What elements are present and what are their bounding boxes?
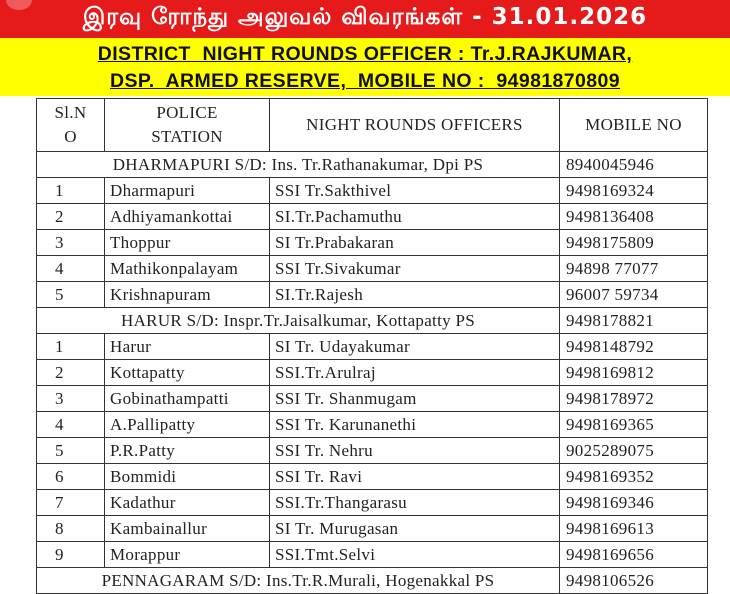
row-station: Kadathur	[105, 490, 270, 516]
table-row	[37, 256, 708, 282]
table-row	[37, 230, 708, 256]
row-slno: 3	[37, 230, 105, 256]
header-slno	[37, 99, 105, 152]
header-officers: NIGHT ROUNDS OFFICERS	[270, 99, 560, 152]
row-slno: 6	[37, 464, 105, 490]
row-station: A.Pallipatty	[105, 412, 270, 438]
row-officer: SSI Tr. Shanmugam	[270, 386, 560, 412]
row-officer: SI.Tr.Pachamuthu	[270, 204, 560, 230]
row-slno: 7	[37, 490, 105, 516]
row-slno: 8	[37, 516, 105, 542]
row-mobile: 94898 77077	[560, 256, 708, 282]
subdivision-row	[37, 152, 708, 178]
row-slno: 2	[37, 360, 105, 386]
row-officer: SSI.Tr.Thangarasu	[270, 490, 560, 516]
row-slno: 2	[37, 204, 105, 230]
page-title: இரவு ரோந்து அலுவல் விவரங்கள் - 31.01.2026	[82, 4, 648, 30]
table-row	[37, 204, 708, 230]
row-station: Krishnapuram	[105, 282, 270, 308]
row-mobile: 9498169613	[560, 516, 708, 542]
row-slno: 9	[37, 542, 105, 568]
row-mobile: 9498169346	[560, 490, 708, 516]
table-header-row	[37, 99, 708, 152]
row-mobile: 9498169656	[560, 542, 708, 568]
row-slno: 3	[37, 386, 105, 412]
row-station: Morappur	[105, 542, 270, 568]
header-slno-line2: O	[64, 127, 77, 146]
row-slno: 4	[37, 256, 105, 282]
row-mobile: 9498148792	[560, 334, 708, 360]
row-mobile: 9025289075	[560, 438, 708, 464]
district-officer-contact-line: DSP. ARMED RESERVE, MOBILE NO : 94981870809	[109, 70, 621, 92]
row-mobile: 9498178972	[560, 386, 708, 412]
row-station: Adhiyamankottai	[105, 204, 270, 230]
row-officer: SSI Tr. Karunanethi	[270, 412, 560, 438]
row-officer: SI Tr.Prabakaran	[270, 230, 560, 256]
title-banner	[0, 0, 730, 38]
table-row	[37, 334, 708, 360]
row-station: Bommidi	[105, 464, 270, 490]
table-row	[37, 490, 708, 516]
row-officer: SI Tr. Murugasan	[270, 516, 560, 542]
subdivision-mobile: 9498106526	[560, 568, 708, 594]
row-station: Gobinathampatti	[105, 386, 270, 412]
subdivision-label: DHARMAPURI S/D: Ins. Tr.Rathanakumar, Dpi PS	[37, 152, 560, 178]
row-slno: 5	[37, 438, 105, 464]
subdivision-mobile: 9498178821	[560, 308, 708, 334]
subdivision-label: PENNAGARAM S/D: Ins.Tr.R.Murali, Hogenakkal PS	[37, 568, 560, 594]
table-row	[37, 178, 708, 204]
table-row	[37, 516, 708, 542]
district-officer-line: DISTRICT NIGHT ROUNDS OFFICER : Tr.J.RAJKUMAR,	[97, 43, 633, 65]
district-officer-panel	[0, 38, 730, 96]
row-officer: SSI Tr.Sivakumar	[270, 256, 560, 282]
row-mobile: 9498169365	[560, 412, 708, 438]
row-mobile: 96007 59734	[560, 282, 708, 308]
row-station: Harur	[105, 334, 270, 360]
row-slno: 1	[37, 334, 105, 360]
row-officer: SSI Tr.Sakthivel	[270, 178, 560, 204]
table-row	[37, 386, 708, 412]
row-mobile: 9498175809	[560, 230, 708, 256]
table-row	[37, 360, 708, 386]
table-row	[37, 542, 708, 568]
row-mobile: 9498169352	[560, 464, 708, 490]
subdivision-row	[37, 308, 708, 334]
row-slno: 5	[37, 282, 105, 308]
subdivision-row	[37, 568, 708, 594]
table-row	[37, 464, 708, 490]
row-mobile: 9498169324	[560, 178, 708, 204]
row-station: Kambainallur	[105, 516, 270, 542]
table-row	[37, 412, 708, 438]
header-police-station	[105, 99, 270, 152]
row-slno: 4	[37, 412, 105, 438]
row-officer: SI Tr. Udayakumar	[270, 334, 560, 360]
subdivision-label: HARUR S/D: Inspr.Tr.Jaisalkumar, Kottapatty PS	[37, 308, 560, 334]
row-officer: SSI.Tr.Arulraj	[270, 360, 560, 386]
row-officer: SSI.Tmt.Selvi	[270, 542, 560, 568]
subdivision-mobile: 8940045946	[560, 152, 708, 178]
table-row	[37, 438, 708, 464]
row-mobile: 9498136408	[560, 204, 708, 230]
night-rounds-table	[36, 98, 708, 594]
row-station: Mathikonpalayam	[105, 256, 270, 282]
row-station: Thoppur	[105, 230, 270, 256]
row-station: Dharmapuri	[105, 178, 270, 204]
row-officer: SSI Tr. Ravi	[270, 464, 560, 490]
row-station: Kottapatty	[105, 360, 270, 386]
header-mobile: MOBILE NO	[560, 99, 708, 152]
row-officer: SI.Tr.Rajesh	[270, 282, 560, 308]
header-station-line2: STATION	[151, 127, 223, 146]
row-officer: SSI Tr. Nehru	[270, 438, 560, 464]
row-station: P.R.Patty	[105, 438, 270, 464]
header-slno-line1: Sl.N	[54, 103, 87, 122]
row-mobile: 9498169812	[560, 360, 708, 386]
header-station-line1: POLICE	[156, 103, 218, 122]
row-slno: 1	[37, 178, 105, 204]
table-row	[37, 282, 708, 308]
